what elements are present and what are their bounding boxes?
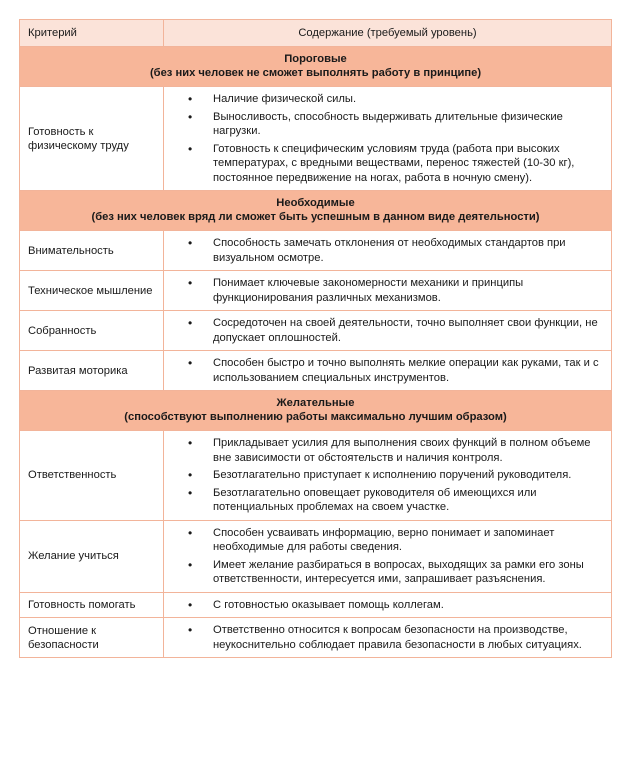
competency-table-body [20, 20, 612, 658]
table-row [20, 231, 612, 271]
section-title: Пороговые [284, 53, 347, 65]
requirement-list [172, 236, 603, 265]
content-cell [164, 618, 612, 658]
list-item [172, 236, 603, 265]
competency-table-wrapper [19, 19, 611, 658]
list-item-text: Способен быстро и точно выполнять мелкие операции как руками, так и с использованием специальных инструментов. [213, 357, 599, 384]
section-header-row [20, 47, 612, 87]
section-title: Желательные [276, 397, 355, 409]
bullet-icon: • [188, 623, 193, 637]
header-content: Содержание (требуемый уровень) [164, 20, 612, 47]
list-item-text: Ответственно относится к вопросам безопасности на производстве, неукоснительно соблюдает правила безопасности в любых ситуациях. [213, 624, 582, 651]
section-title: Необходимые [276, 197, 355, 209]
section-header [20, 191, 612, 231]
bullet-icon: • [188, 141, 193, 156]
list-item [172, 623, 603, 652]
bullet-icon: • [188, 236, 193, 250]
section-header [20, 391, 612, 431]
list-item-text: Способность замечать отклонения от необходимых стандартов при визуальном осмотре. [213, 237, 566, 264]
section-subtitle: (без них человек вряд ли сможет быть успешным в данном виде деятельности) [91, 211, 540, 223]
list-item-text: Наличие физической силы. [213, 93, 357, 105]
requirement-list [172, 598, 603, 613]
competency-table [19, 19, 612, 658]
criterion-cell: Готовность помогать [20, 592, 164, 618]
content-cell [164, 351, 612, 391]
criterion-cell: Отношение к безопасности [20, 618, 164, 658]
bullet-icon: • [188, 356, 193, 370]
requirement-list [172, 356, 603, 385]
bullet-icon: • [188, 485, 193, 500]
list-item [172, 486, 603, 515]
requirement-list [172, 436, 603, 515]
requirement-list [172, 623, 603, 652]
list-item [172, 92, 603, 107]
requirement-list [172, 276, 603, 305]
table-row [20, 311, 612, 351]
criterion-cell: Внимательность [20, 231, 164, 271]
list-item-text: Способен усваивать информацию, верно понимает и запоминает необходимые для работы сведения. [213, 526, 555, 553]
bullet-icon: • [188, 597, 193, 612]
section-header-row [20, 391, 612, 431]
content-cell [164, 311, 612, 351]
table-row [20, 592, 612, 618]
list-item-text: Готовность к специфическим условиям труда (работа при высоких температурах, с вредными веществами, перенос тяжестей (10-30 кг), постоянное передвижение на ногах, работа в ночную смену). [213, 142, 575, 184]
bullet-icon: • [188, 316, 193, 330]
requirement-list [172, 526, 603, 587]
list-item-text: Имеет желание разбираться в вопросах, выходящих за рамки его зоны ответственности, интересуется ими, запрашивает разъяснения. [213, 558, 584, 585]
table-row [20, 351, 612, 391]
list-item-text: Прикладывает усилия для выполнения своих функций в полном объеме вне зависимости от обстоятельств и наличия контроля. [213, 437, 591, 464]
list-item-text: Безотлагательно оповещает руководителя об имеющихся или потенциальных проблемах на своем участке. [213, 486, 537, 513]
table-row [20, 618, 612, 658]
section-header [20, 47, 612, 87]
list-item-text: Выносливость, способность выдерживать длительные физические нагрузки. [213, 110, 563, 137]
bullet-icon: • [188, 468, 193, 482]
bullet-icon: • [188, 436, 193, 450]
criterion-cell: Желание учиться [20, 520, 164, 592]
list-item [172, 558, 603, 587]
bullet-icon: • [188, 525, 193, 540]
table-header-row [20, 20, 612, 47]
table-row [20, 87, 612, 191]
table-row [20, 271, 612, 311]
list-item-text: Безотлагательно приступает к исполнению поручений руководителя. [213, 469, 572, 481]
list-item [172, 526, 603, 555]
list-item-text: Сосредоточен на своей деятельности, точно выполняет свои функции, не допускает оплошностей. [213, 317, 598, 344]
table-row [20, 431, 612, 521]
list-item [172, 436, 603, 465]
list-item-text: С готовностью оказывает помощь коллегам. [213, 598, 444, 611]
criterion-cell: Готовность к физическому труду [20, 87, 164, 191]
requirement-list [172, 316, 603, 345]
list-item [172, 110, 603, 139]
bullet-icon: • [188, 276, 193, 290]
content-cell [164, 231, 612, 271]
list-item [172, 276, 603, 305]
bullet-icon: • [188, 109, 193, 124]
bullet-icon: • [188, 92, 193, 106]
content-cell [164, 592, 612, 618]
list-item [172, 316, 603, 345]
content-cell [164, 520, 612, 592]
section-subtitle: (без них человек не сможет выполнять работу в принципе) [149, 67, 482, 79]
list-item [172, 356, 603, 385]
header-criterion: Критерий [20, 20, 164, 47]
list-item [172, 468, 603, 483]
list-item [172, 142, 603, 186]
criterion-cell: Ответственность [20, 431, 164, 521]
criterion-cell: Развитая моторика [20, 351, 164, 391]
bullet-icon: • [188, 557, 193, 572]
list-item-text: Понимает ключевые закономерности механики и принципы функционирования различных механизмов. [213, 277, 524, 304]
content-cell [164, 87, 612, 191]
requirement-list [172, 92, 603, 185]
table-row [20, 520, 612, 592]
criterion-cell: Собранность [20, 311, 164, 351]
section-subtitle: (способствуют выполнению работы максимально лучшим образом) [124, 411, 507, 423]
criterion-cell: Техническое мышление [20, 271, 164, 311]
list-item [172, 598, 603, 613]
section-header-row [20, 191, 612, 231]
content-cell [164, 271, 612, 311]
content-cell [164, 431, 612, 521]
